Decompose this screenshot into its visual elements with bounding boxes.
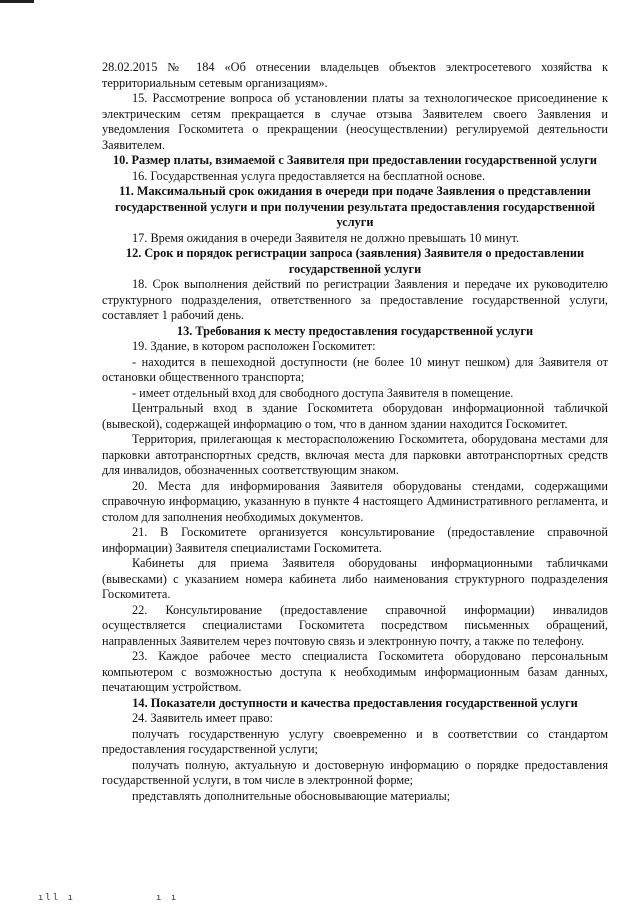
section-heading: 14. Показатели доступности и качества предоставления государственной услуги (132, 695, 578, 710)
paragraph: 28.02.2015 № 184 «Об отнесении владельцев объектов электросетевого хозяйства к территориальным сетевым организациям». (102, 60, 608, 90)
paragraph: получать полную, актуальную и достоверную информацию о порядке предоставления государственной услуги, в том числе в электронной форме; (102, 757, 608, 787)
paragraph: 22. Консультирование (предоставление справочной информации) инвалидов осуществляется специалистами Госкомитета посредством письменных обращений, направленных Заявителем через почтовую связь и электронную почту, а также по телефону. (102, 602, 608, 648)
paragraph: 18. Срок выполнения действий по регистрации Заявления и передаче их руководителю структурного подразделения, ответственного за предоставление государственной услуги, составляет 1 рабочий день. (102, 277, 608, 322)
paragraph: - находится в пешеходной доступности (не более 10 минут пешком) для Заявителя от остановки общественного транспорта; (102, 354, 608, 384)
paragraph: Центральный вход в здание Госкомитета оборудован информационной табличкой (вывеской), содержащей информацию о том, что в данном здании находится Госкомитет. (102, 401, 608, 431)
paragraph: получать государственную услугу своевременно и в соответствии со стандартом предоставления государственной услуги; (102, 726, 608, 756)
paragraph: 21. В Госкомитете организуется консультирование (предоставление справочной информации) Заявителя специалистами Госкомитета. (102, 525, 608, 555)
scan-corner-mark (0, 0, 34, 3)
paragraph: 16. Государственная услуга предоставляется на бесплатной основе. (132, 168, 486, 183)
paragraph: Территория, прилегающая к месторасположению Госкомитета, оборудована местами для парковки автотранспортных средств, включая места для парковки автотранспортных средств для инвалидов, обозначенных соответствующим знаком. (102, 432, 608, 477)
document-page (102, 60, 608, 804)
paragraph: 17. Время ожидания в очереди Заявителя не должно превышать 10 минут. (132, 230, 520, 245)
paragraph: 24. Заявитель имеет право: (132, 711, 273, 725)
paragraph: 19. Здание, в котором расположен Госкомитет: (132, 339, 376, 353)
paragraph: 23. Каждое рабочее место специалиста Госкомитета оборудовано персональным компьютером с возможностью доступа к необходимым информационным базам данных, печатающим устройством. (102, 649, 608, 694)
scan-footer-mark-right: ı ı (156, 893, 179, 903)
paragraph: 20. Места для информирования Заявителя оборудованы стендами, содержащими справочную информацию, указанную в пункте 4 настоящего Административного регламента, и столом для заполнения необходимых документов. (102, 478, 608, 524)
section-heading: 12. Срок и порядок регистрации запроса (заявления) Заявителя о предоставлении государственной услуги (125, 246, 585, 276)
paragraph: представлять дополнительные обосновывающие материалы; (132, 788, 451, 803)
paragraph: 15. Рассмотрение вопроса об установлении платы за технологическое присоединение к электрическим сетям прекращается в случае отзыва Заявителем своего Заявления и уведомления Госкомитета о прекращении (неосуществлении) регулируемой деятельности Заявителем. (102, 91, 608, 152)
scan-footer-mark-left: ıll ı (38, 893, 76, 903)
section-heading: 13. Требования к месту предоставления государственной услуги (176, 323, 534, 338)
section-heading: 10. Размер платы, взимаемой с Заявителя при предоставлении государственной услуги (113, 153, 597, 167)
paragraph: Кабинеты для приема Заявителя оборудованы информационными табличками (вывесками) с указанием номера кабинета либо наименования структурного подразделения Госкомитета. (102, 556, 608, 601)
section-heading: 11. Максимальный срок ожидания в очереди при подаче Заявления о представлении государственной услуги и при получении результата предоставления государственной услуги (114, 184, 596, 229)
paragraph: - имеет отдельный вход для свободного доступа Заявителя в помещение. (132, 385, 514, 400)
